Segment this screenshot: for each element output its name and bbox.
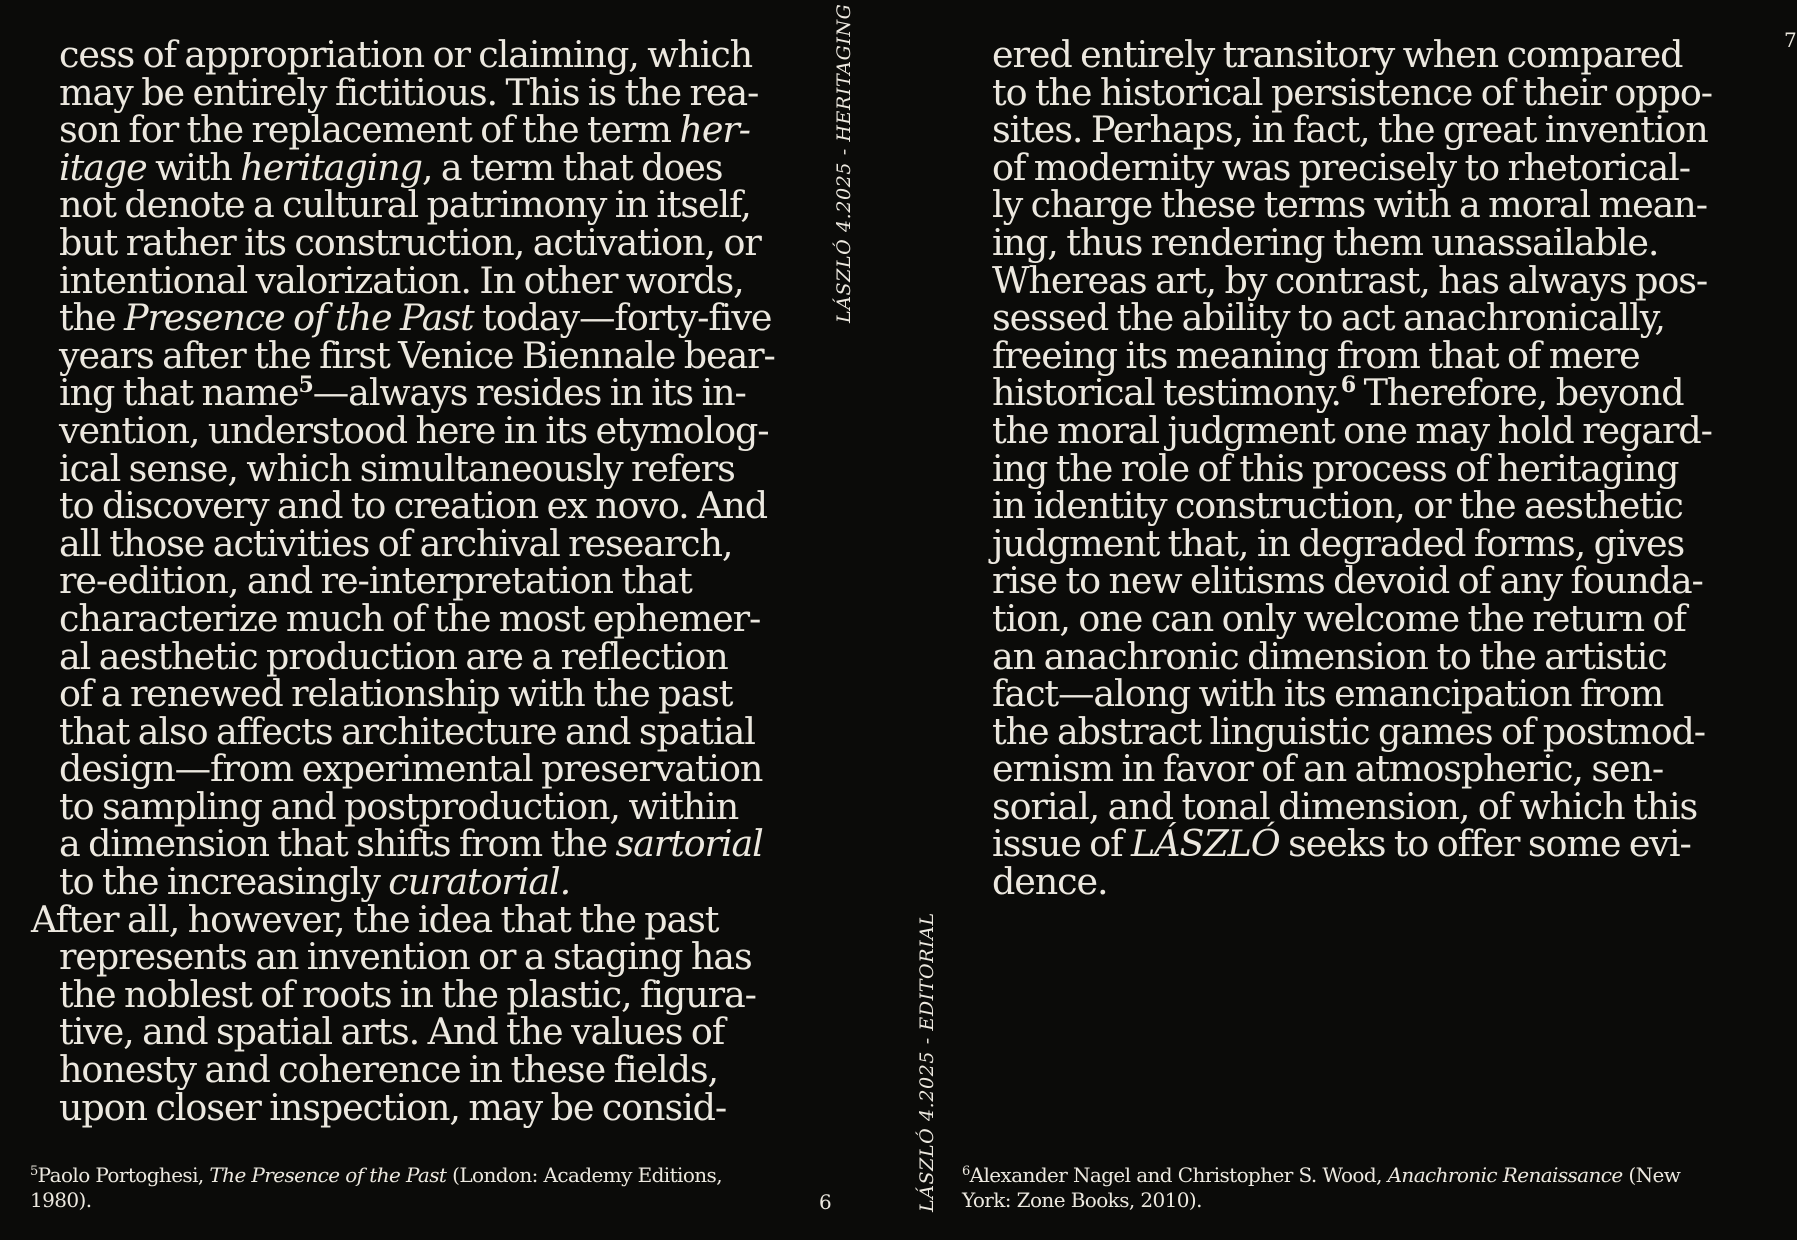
text-line: vention, understood here in its etymolog- <box>59 408 769 452</box>
text-line: cess of appropriation or claiming, which <box>59 33 753 76</box>
text-line: ernism in favor of an atmospheric, sen- <box>992 747 1664 791</box>
text-line: ing, thus rendering them unassailable. <box>992 220 1659 264</box>
footnote-reference: 6 <box>1340 372 1356 399</box>
text-line: Whereas art, by contrast, has always pos- <box>992 258 1708 302</box>
footnote-reference: 5 <box>298 372 313 399</box>
text-line: issue of LÁSZLÓ seeks to offer some evi- <box>992 822 1691 866</box>
text-line: tive, and spatial arts. And the values of <box>59 1010 725 1054</box>
footnote-mark: 6 <box>962 1164 970 1179</box>
footnote-6: $^6$Alexander Nagel and Christopher S. Wood, Anachronic Renaissance (New York: Zone Books, 2010). <box>962 1163 1681 1212</box>
running-head-heritaging: LÁSZLÓ 4.2025 - HERITAGING <box>833 3 855 323</box>
text-line: itage with heritaging, a term that does <box>59 145 723 189</box>
text-line: tion, one can only welcome the return of <box>992 596 1686 640</box>
text-line: in identity construction, or the aesthetic <box>992 484 1683 528</box>
text-line: honesty and coherence in these fields, <box>59 1048 719 1092</box>
text-line: fact—along with its emancipation from <box>992 672 1664 716</box>
text-line: characterize much of the most ephemer- <box>59 596 761 640</box>
left-body-text <box>31 33 775 1129</box>
text-line: the noblest of roots in the plastic, figura- <box>59 972 756 1016</box>
text-line: of modernity was precisely to rhetorical- <box>992 145 1690 189</box>
text-line: sorial, and tonal dimension, of which this <box>992 784 1698 828</box>
text-line: rise to new elitisms devoid of any founda- <box>992 559 1703 603</box>
text-line: dence. <box>992 860 1108 904</box>
right-body-text <box>992 33 1712 904</box>
left-page <box>0 0 874 1240</box>
text-line: the abstract linguistic games of postmod- <box>992 709 1706 753</box>
text-line: re-edition, and re-interpretation that <box>59 559 692 603</box>
text-line: the Presence of the Past today—forty-five <box>59 296 772 340</box>
text-line: ing the role of this process of heritaging <box>992 446 1679 490</box>
paragraph-start-line: After all, however, the idea that the past <box>31 897 719 941</box>
text-line: a dimension that shifts from the sartorial <box>59 822 763 866</box>
text-line: freeing its meaning from that of mere <box>992 333 1640 377</box>
text-line: ly charge these terms with a moral mean- <box>992 183 1707 227</box>
text-line: an anachronic dimension to the artistic <box>992 634 1667 678</box>
page-number: 7 <box>1784 28 1797 52</box>
text-line: may be entirely fictitious. This is the rea- <box>59 70 759 114</box>
text-line: to the increasingly curatorial. <box>59 860 571 904</box>
text-line: judgment that, in degraded forms, gives <box>992 521 1685 565</box>
text-line: historical testimony.$^6$ Therefore, beyond <box>992 371 1684 415</box>
text-line: sessed the ability to act anachronically, <box>992 296 1665 340</box>
text-line: sites. Perhaps, in fact, the great invention <box>992 108 1708 152</box>
text-line: to sampling and postproduction, within <box>59 784 739 828</box>
text-line: al aesthetic production are a reflection <box>59 634 728 678</box>
text-line: that also affects architecture and spatial <box>59 709 755 753</box>
text-line: all those activities of archival research, <box>59 521 733 565</box>
text-line: represents an invention or a staging has <box>59 935 752 979</box>
page-number: 6 <box>819 1190 832 1214</box>
text-line: ered entirely transitory when compared <box>992 33 1683 76</box>
right-page <box>874 0 1797 1240</box>
text-line: years after the first Venice Biennale bear- <box>59 333 775 377</box>
text-line: design—from experimental preservation <box>59 747 763 791</box>
text-line: to the historical persistence of their oppo- <box>992 70 1712 114</box>
text-line: upon closer inspection, may be consid- <box>59 1085 727 1129</box>
text-line: to discovery and to creation ex novo. And <box>59 484 768 528</box>
text-line: ing that name$^5$—always resides in its in- <box>59 371 746 415</box>
running-head-editorial: LÁSZLÓ 4.2025 - EDITORIAL <box>916 912 938 1212</box>
text-line: ical sense, which simultaneously refers <box>59 446 735 490</box>
text-line: not denote a cultural patrimony in itself, <box>59 183 751 227</box>
text-line: intentional valorization. In other words, <box>59 258 744 302</box>
footnote-5: $^5$Paolo Portoghesi, The Presence of the Past (London: Academy Editions, 1980). <box>30 1163 722 1212</box>
footnote-mark: 5 <box>30 1164 38 1179</box>
text-line: son for the replacement of the term her- <box>59 108 750 152</box>
text-line: of a renewed relationship with the past <box>59 672 733 716</box>
text-line: the moral judgment one may hold regard- <box>992 408 1712 452</box>
text-line: but rather its construction, activation, or <box>59 220 761 264</box>
